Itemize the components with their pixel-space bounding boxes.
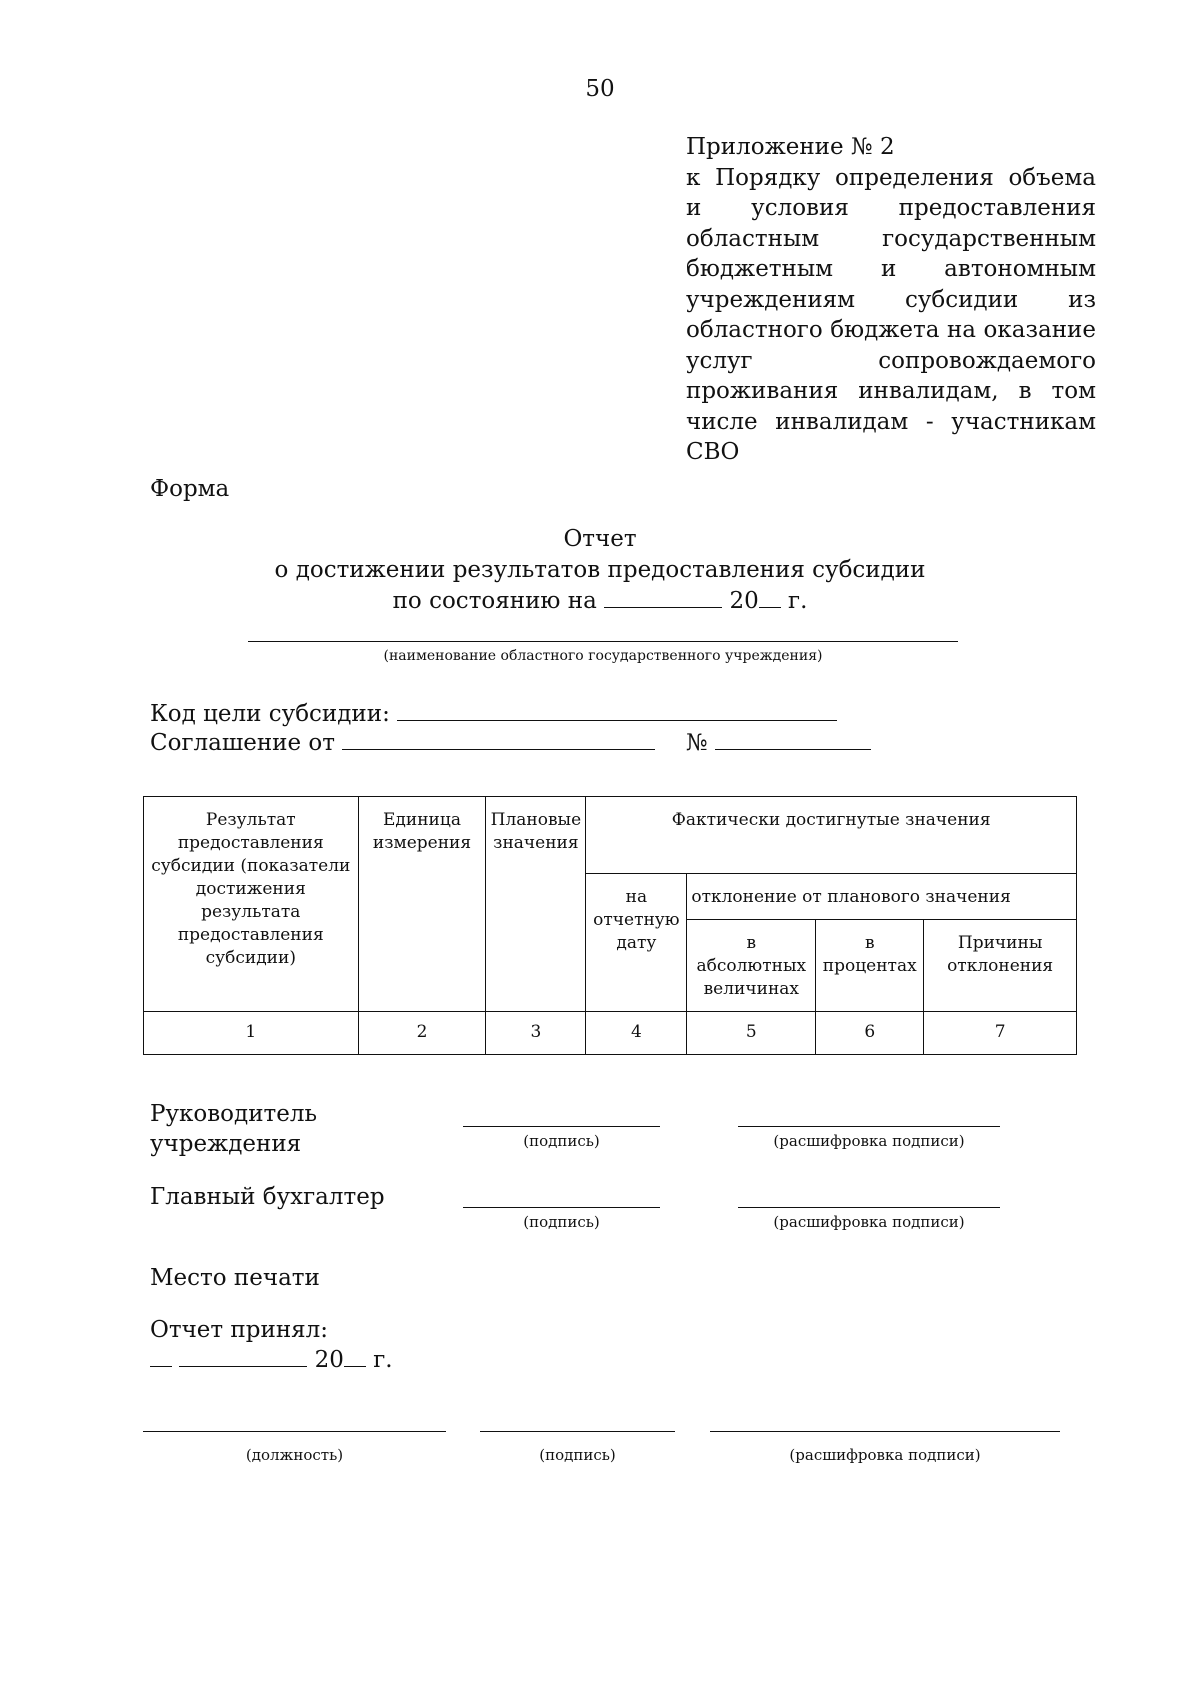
subsidy-code-label: Код цели субсидии: (150, 701, 390, 727)
report-date-line (0, 586, 1200, 617)
agreement-row (150, 729, 871, 756)
org-name-line[interactable] (248, 641, 958, 642)
column-number: 7 (924, 1012, 1077, 1055)
head-signature-caption: (подпись) (523, 1132, 600, 1150)
accepted-decoding-caption: (расшифровка подписи) (789, 1446, 981, 1464)
report-year-prefix: 20 (729, 588, 759, 614)
agreement-label: Соглашение от (150, 730, 335, 756)
column-number: 2 (358, 1012, 486, 1055)
agreement-date-blank[interactable] (342, 729, 655, 750)
accepted-signature-caption: (подпись) (539, 1446, 616, 1464)
column-number: 6 (816, 1012, 924, 1055)
report-subtitle: о достижении результатов предоставления субсидии (274, 557, 926, 583)
form-label: Форма (150, 476, 230, 502)
accepted-label: Отчет принял: (150, 1317, 329, 1343)
head-label: Руководитель учреждения (150, 1101, 317, 1157)
column-number: 1 (144, 1012, 359, 1055)
agreement-number-label: № (685, 730, 708, 756)
org-name-caption: (наименование областного государственного учреждения) (383, 648, 823, 664)
report-year-suffix: г. (788, 588, 808, 614)
table-row (144, 1012, 1077, 1055)
header-absolute: в абсолютных величинах (687, 920, 816, 1012)
head-decoding-caption: (расшифровка подписи) (773, 1132, 965, 1150)
agreement-number-blank[interactable] (715, 729, 871, 750)
head-decoding-line[interactable] (738, 1126, 1000, 1127)
position-caption: (должность) (245, 1446, 344, 1464)
report-date-blank[interactable] (604, 587, 722, 608)
chief-accountant-label: Главный бухгалтер (150, 1184, 385, 1210)
header-percent: в процентах (816, 920, 924, 1012)
accepted-date-line (150, 1345, 393, 1375)
header-reasons: Причины отклонения (924, 920, 1077, 1012)
header-unit: Единица измерения (358, 797, 486, 1012)
accepted-day-blank[interactable] (150, 1346, 172, 1367)
results-table (143, 796, 1077, 1055)
accountant-signature-line[interactable] (463, 1207, 660, 1208)
accepted-year-prefix: 20 (314, 1347, 344, 1373)
appendix-title: Приложение № 2 (686, 134, 895, 160)
column-number: 3 (486, 1012, 586, 1055)
accountant-decoding-caption: (расшифровка подписи) (773, 1213, 965, 1231)
report-title: Отчет (563, 526, 637, 552)
header-result: Результат предоставления субсидии (показатели достижения результата предоставления субсидии) (144, 797, 359, 1012)
seal-place: Место печати (150, 1265, 320, 1291)
accountant-signature-caption: (подпись) (523, 1213, 600, 1231)
header-actual: Фактически достигнутые значения (586, 797, 1077, 874)
report-title-block (0, 524, 1200, 617)
report-year-blank[interactable] (759, 587, 781, 608)
accepted-decoding-line[interactable] (710, 1431, 1060, 1432)
position-line[interactable] (143, 1431, 446, 1432)
column-number: 5 (687, 1012, 816, 1055)
subsidy-code-row (150, 700, 837, 727)
header-deviation: отклонение от планового значения (687, 874, 1077, 920)
report-date-prefix: по состоянию на (392, 588, 597, 614)
accepted-month-blank[interactable] (179, 1346, 307, 1367)
header-at-date: на отчетную дату (586, 874, 687, 1012)
accepted-signature-line[interactable] (480, 1431, 675, 1432)
column-number: 4 (586, 1012, 687, 1055)
accepted-year-suffix: г. (373, 1347, 393, 1373)
header-planned: Плановые значения (486, 797, 586, 1012)
appendix-block (686, 132, 1096, 468)
head-signature-line[interactable] (463, 1126, 660, 1127)
subsidy-code-blank[interactable] (397, 700, 837, 721)
page-number: 50 (585, 76, 615, 102)
appendix-text: к Порядку определения объема и условия предоставления областным государственным бюджетным и автономным учреждениям субсидии из областного бюджета на оказание услуг сопровождаемого проживания инвалидам, в том числе инвалидам - участникам СВО (686, 164, 1096, 465)
accepted-year-blank[interactable] (344, 1346, 366, 1367)
accountant-decoding-line[interactable] (738, 1207, 1000, 1208)
